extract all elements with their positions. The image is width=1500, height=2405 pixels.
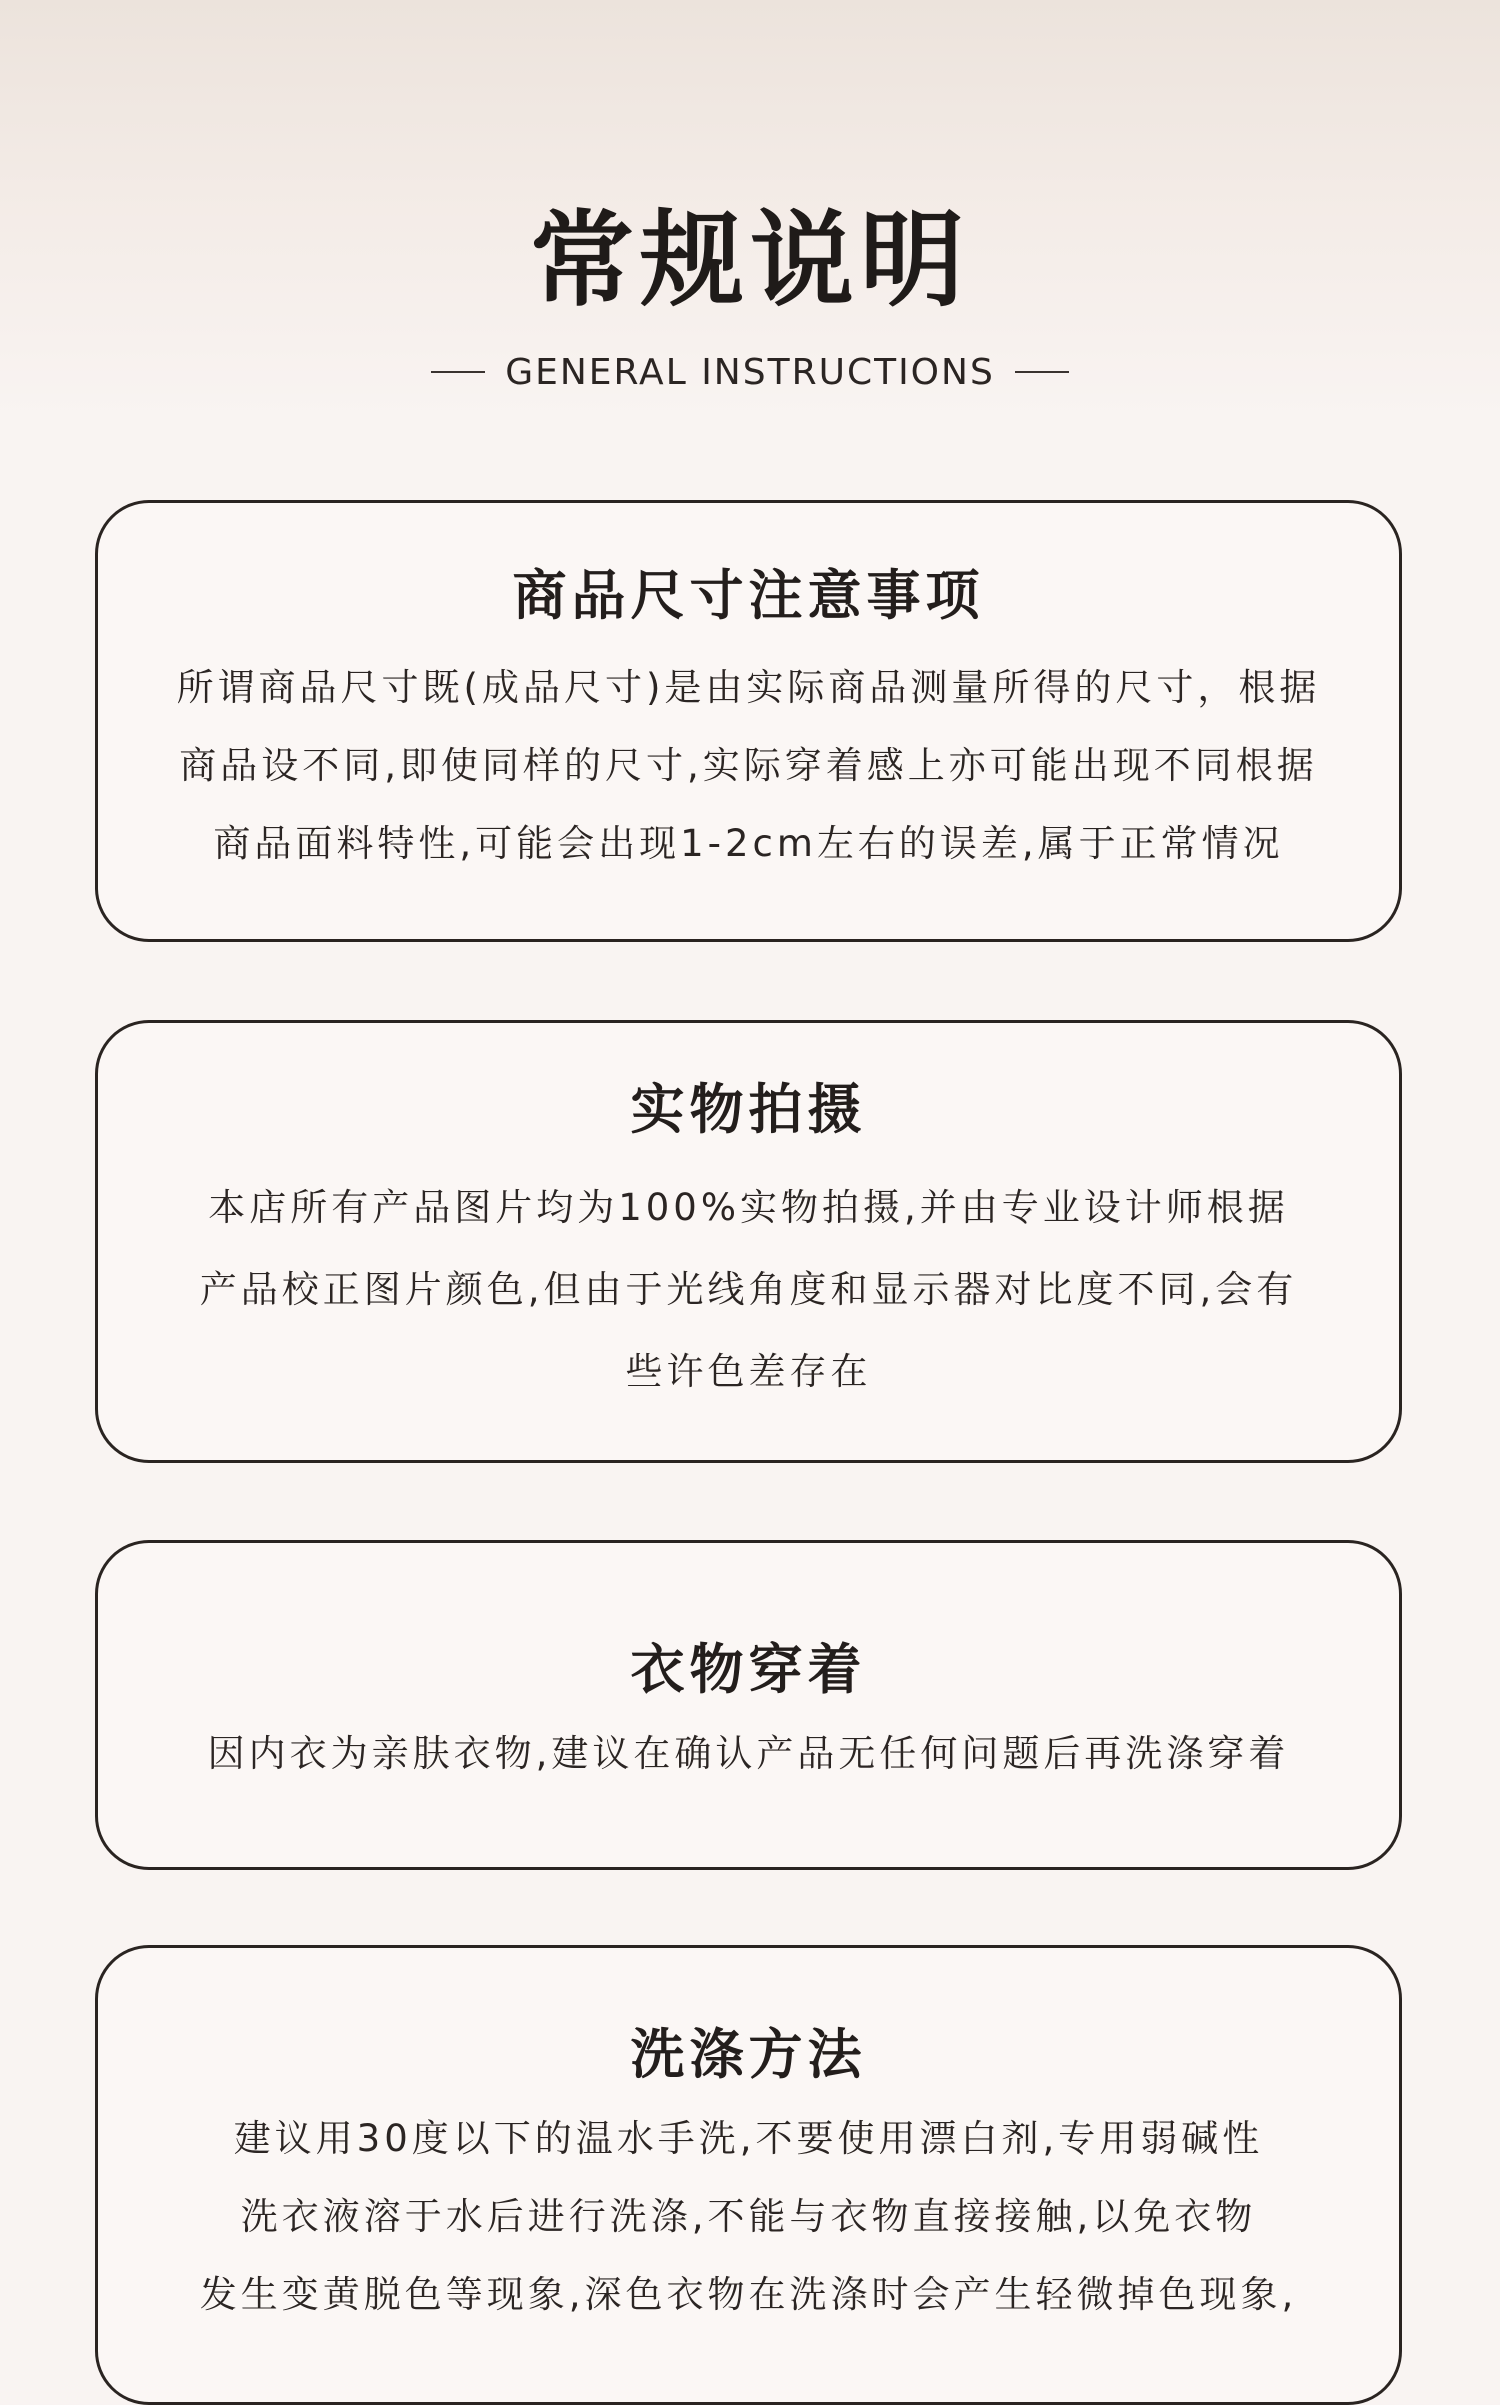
section-body	[98, 1715, 1399, 1793]
section-body	[98, 649, 1399, 883]
section-text-line: 本店所有产品图片均为100%实物拍摄,并由专业设计师根据	[208, 1186, 1289, 1229]
section-card-size-notes	[95, 500, 1402, 942]
section-title: 实物拍摄	[630, 1078, 867, 1141]
section-card-wearing	[95, 1540, 1402, 1870]
section-text-line: 商品设不同,即使同样的尺寸,实际穿着感上亦可能出现不同根据	[179, 744, 1318, 787]
section-card-washing	[95, 1945, 1402, 2405]
section-text-line: 因内衣为亲肤衣物,建议在确认产品无任何问题后再洗涤穿着	[207, 1732, 1290, 1775]
section-text-line: 建议用30度以下的温水手洗,不要使用漂白剂,专用弱碱性	[233, 2117, 1264, 2160]
section-text-line: 些许色差存在	[625, 1350, 872, 1393]
section-title: 衣物穿着	[630, 1638, 867, 1701]
left-divider	[431, 371, 485, 373]
section-body	[98, 1167, 1399, 1413]
section-text-line: 洗衣液溶于水后进行洗涤,不能与衣物直接接触,以免衣物	[240, 2195, 1257, 2238]
right-divider	[1015, 371, 1069, 373]
section-text-line: 发生变黄脱色等现象,深色衣物在洗涤时会产生轻微掉色现象,	[199, 2273, 1298, 2316]
section-text-line: 所谓商品尺寸既(成品尺寸)是由实际商品测量所得的尺寸，根据	[176, 666, 1321, 709]
section-card-real-photos	[95, 1020, 1402, 1463]
section-text-line: 产品校正图片颜色,但由于光线角度和显示器对比度不同,会有	[199, 1268, 1298, 1311]
section-title: 洗涤方法	[630, 2023, 867, 2086]
page-header	[0, 0, 1500, 420]
section-title: 商品尺寸注意事项	[512, 564, 985, 627]
section-text-line: 商品面料特性,可能会出现1-2cm左右的误差,属于正常情况	[213, 822, 1284, 865]
page-title: 常规说明	[529, 199, 970, 321]
section-body	[98, 2100, 1399, 2334]
subtitle-row	[0, 350, 1500, 394]
page-subtitle: GENERAL INSTRUCTIONS	[505, 351, 995, 393]
